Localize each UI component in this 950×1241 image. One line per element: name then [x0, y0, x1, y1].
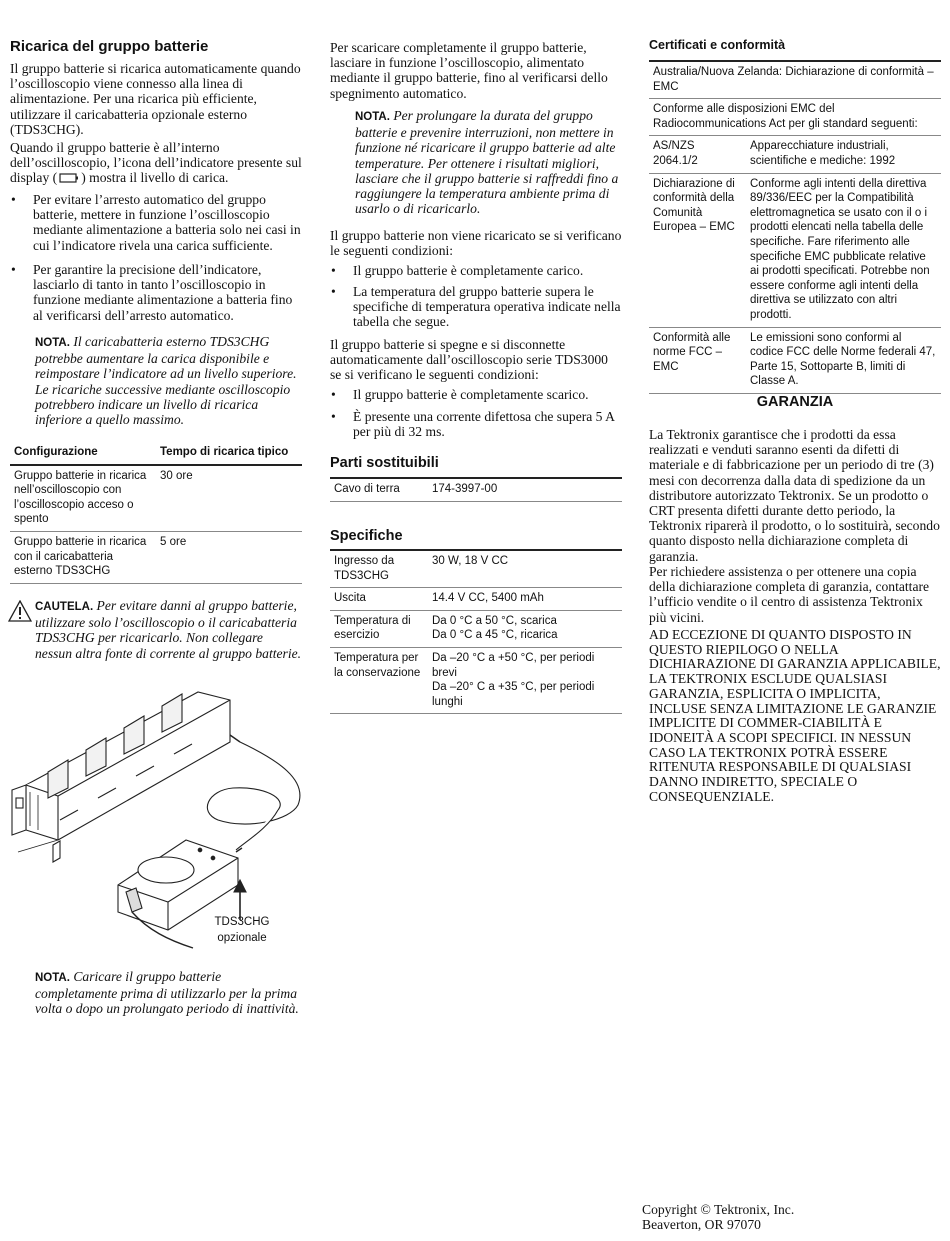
list-item: • Il gruppo batterie è completamente scarico.	[331, 387, 589, 402]
caution-note: CAUTELA. Per evitare danni al gruppo batterie, utilizzare solo l’oscilloscopio o il caricabatteria TDS3CHG per ricaricarlo. Non collegare nessun altra fonte di corrente al gruppo batterie.	[35, 598, 302, 661]
table-row: Conforme alle disposizioni EMC del Radiocommunications Act per gli standard seguenti:	[649, 99, 941, 136]
table-row: Conformità alle norme FCC – EMC Le emissioni sono conformi al codice FCC delle Norme federali 47, Parte 15, Sottoparte B, limiti di Classe A.	[649, 327, 941, 393]
replaceable-parts-heading: Parti sostituibili	[330, 455, 439, 471]
copyright: Copyright © Tektronix, Inc. Beaverton, OR 97070	[642, 1202, 795, 1232]
table-row: AS/NZS 2064.1/2 Apparecchiature industriali, scientifiche e mediche: 1992	[649, 136, 941, 173]
table-header: Configurazione	[14, 446, 98, 458]
note-external-charger: NOTA. Il caricabatteria esterno TDS3CHG potrebbe aumentare la carica disponibile e reimpostare l’indicatore ad un livello superiore. Le ricariche successive mediante oscilloscopio potrebbero indicare un livello di ricarica inferiore a quello massimo.	[35, 334, 297, 428]
list-item: • È presente una corrente difettosa che supera 5 A per più di 32 ms.	[331, 409, 615, 440]
table-row: Australia/Nuova Zelanda: Dichiarazione di conformità – EMC	[649, 61, 941, 99]
table-row: Cavo di terra 174-3997-00	[330, 478, 622, 501]
certifications-heading: Certificati e conformità	[649, 38, 786, 52]
charging-paragraph-1: Il gruppo batterie si ricarica automaticamente quando l’oscilloscopio viene connesso alla linea di alimentazione. Per una ricarica più efficiente, utilizzare il caricabatteria opzionale esterno (TDS3CHG).	[10, 61, 301, 137]
table-row: Dichiarazione di conformità della Comunità Europea – EMC Conforme agli intenti della direttiva 89/336/EEC per la Compatibilità elettromagnetica se usato con il o i prodotti elencati nella tabella delle specifiche. Fare riferimento alle specifiche EMC pubblicate relative ai prodotti specificati. Potrebbe non essere conforme agli intenti della direttiva se utilizzato con altri prodotti.	[649, 173, 941, 327]
note-charge-first: NOTA. Caricare il gruppo batterie completamente prima di utilizzarlo per la prima volta o dopo un prolungato periodo di inattività.	[35, 969, 299, 1017]
table-row: Ingresso da TDS3CHG 30 W, 18 V CC	[330, 550, 622, 588]
charging-time-table	[10, 442, 302, 584]
table-row: Temperatura per la conservazione Da –20 °C a +50 °C, per periodi brevi Da –20° C a +35 °C, per periodi lunghi	[330, 647, 622, 713]
illustration-caption: TDS3CHG opzionale	[214, 916, 270, 944]
warranty-paragraph-1: La Tektronix garantisce che i prodotti da essa realizzati e venduti saranno esenti da difetti di materiale e di fabbricazione per un periodo di tre (3) mesi con decorrenza dalla data di spedizione da un distributore autorizzato Tektronix. Se un prodotto o CRT presenta difetti durante detto periodo, la Tektronix riparerà il prodotto, o lo sostituirà, secondo quanto disposto nella dichiarazione completa di garanzia.	[649, 427, 940, 564]
table-row: Temperatura di esercizio Da 0 °C a 50 °C, scarica Da 0 °C a 45 °C, ricarica	[330, 610, 622, 647]
discharge-paragraph: Per scaricare completamente il gruppo batterie, lasciare in funzione l’oscilloscopio, alimentato mediante il gruppo batterie, fino al verificarsi dello spegnimento automatico.	[330, 40, 608, 101]
warranty-disclaimer: AD ECCEZIONE DI QUANTO DISPOSTO IN QUESTO RIEPILOGO O NELLA DICHIARAZIONE DI GARANZIA APPLICABILE, LA TEKTRONIX ESCLUDE QUALSIASI GARANZIA, ESPLICITA O IMPLICITA, INCLUSE SENZA LIMITAZIONE LE GARANZIE IMPLICITE DI COMMER-CIABILITÀ E IDONEITÀ A SCOPI SPECIFICI. IN NESSUN CASO LA TEKTRONIX POTRÀ ESSERE RITENUTA RESPONSABILE DI QUALSIASI DANNO INDIRETTO, SPECIALE O CONSEQUENZIALE.	[649, 627, 941, 804]
list-item: • Il gruppo batterie è completamente carico.	[331, 263, 584, 278]
replaceable-parts-table	[330, 477, 622, 502]
list-item: • Per evitare l’arresto automatico del gruppo batterie, mettere in funzione l’oscilloscopio mediante alimentazione a batteria solo nei casi in cui l’indicatore rivela una carica sufficiente.	[11, 192, 301, 253]
paragraph-2-text-before: Quando il gruppo batterie è all’interno dell’oscilloscopio, l’icona dell’indicatore presente sul display (	[10, 140, 302, 186]
warranty-heading: GARANZIA	[756, 394, 834, 410]
specifications-heading: Specifiche	[330, 528, 403, 544]
charging-heading: Ricarica del gruppo batterie	[10, 38, 209, 55]
shutdown-paragraph: Il gruppo batterie si spegne e si disconnette automaticamente dall’oscilloscopio serie TDS3000 se si verificano le seguenti condizioni:	[330, 337, 608, 383]
battery-charger-illustration	[8, 680, 308, 950]
table-row: Gruppo batterie in ricarica con il caricabatteria esterno TDS3CHG 5 ore	[10, 531, 302, 583]
paragraph-2-text-after: ) mostra il livello di carica.	[81, 170, 229, 186]
list-item: • Per garantire la precisione dell’indicatore, lasciarlo di tanto in tanto l’oscilloscopio in funzione mediante alimentazione a batteria fino al verificarsi dell’arresto automatico.	[11, 262, 293, 323]
battery-indicator-icon	[59, 172, 79, 187]
list-item: • La temperatura del gruppo batterie supera le specifiche di temperatura operativa indicate nella tabella che segue.	[331, 284, 621, 330]
certifications-table	[649, 60, 941, 394]
warranty-paragraph-2: Per richiedere assistenza o per ottenere una copia della dichiarazione completa di garanzia, contattare l’ufficio vendite o il centro di assistenza Tektronix più vicini.	[649, 564, 930, 625]
table-row: Uscita 14.4 V CC, 5400 mAh	[330, 588, 622, 611]
table-row: Gruppo batterie in ricarica nell’oscilloscopio con l’oscilloscopio acceso o spento 30 ore	[10, 465, 302, 532]
specifications-table	[330, 549, 622, 714]
note-temperature: NOTA. Per prolungare la durata del gruppo batterie e prevenire interruzioni, non mettere in funzione né ricaricare il gruppo batterie ad alte temperature. Per ottenere i risultati migliori, lasciare che il gruppo batterie si raffreddi fino a raggiungere la temperatura ambiente prima di usarlo o di ricaricarlo.	[355, 108, 619, 217]
not-charging-paragraph: Il gruppo batterie non viene ricaricato se si verificano le seguenti condizioni:	[330, 228, 622, 259]
table-header: Tempo di ricarica tipico	[160, 446, 289, 458]
charging-paragraph-2	[10, 140, 302, 188]
warning-triangle-icon	[8, 600, 32, 627]
table-header-row	[10, 442, 302, 465]
